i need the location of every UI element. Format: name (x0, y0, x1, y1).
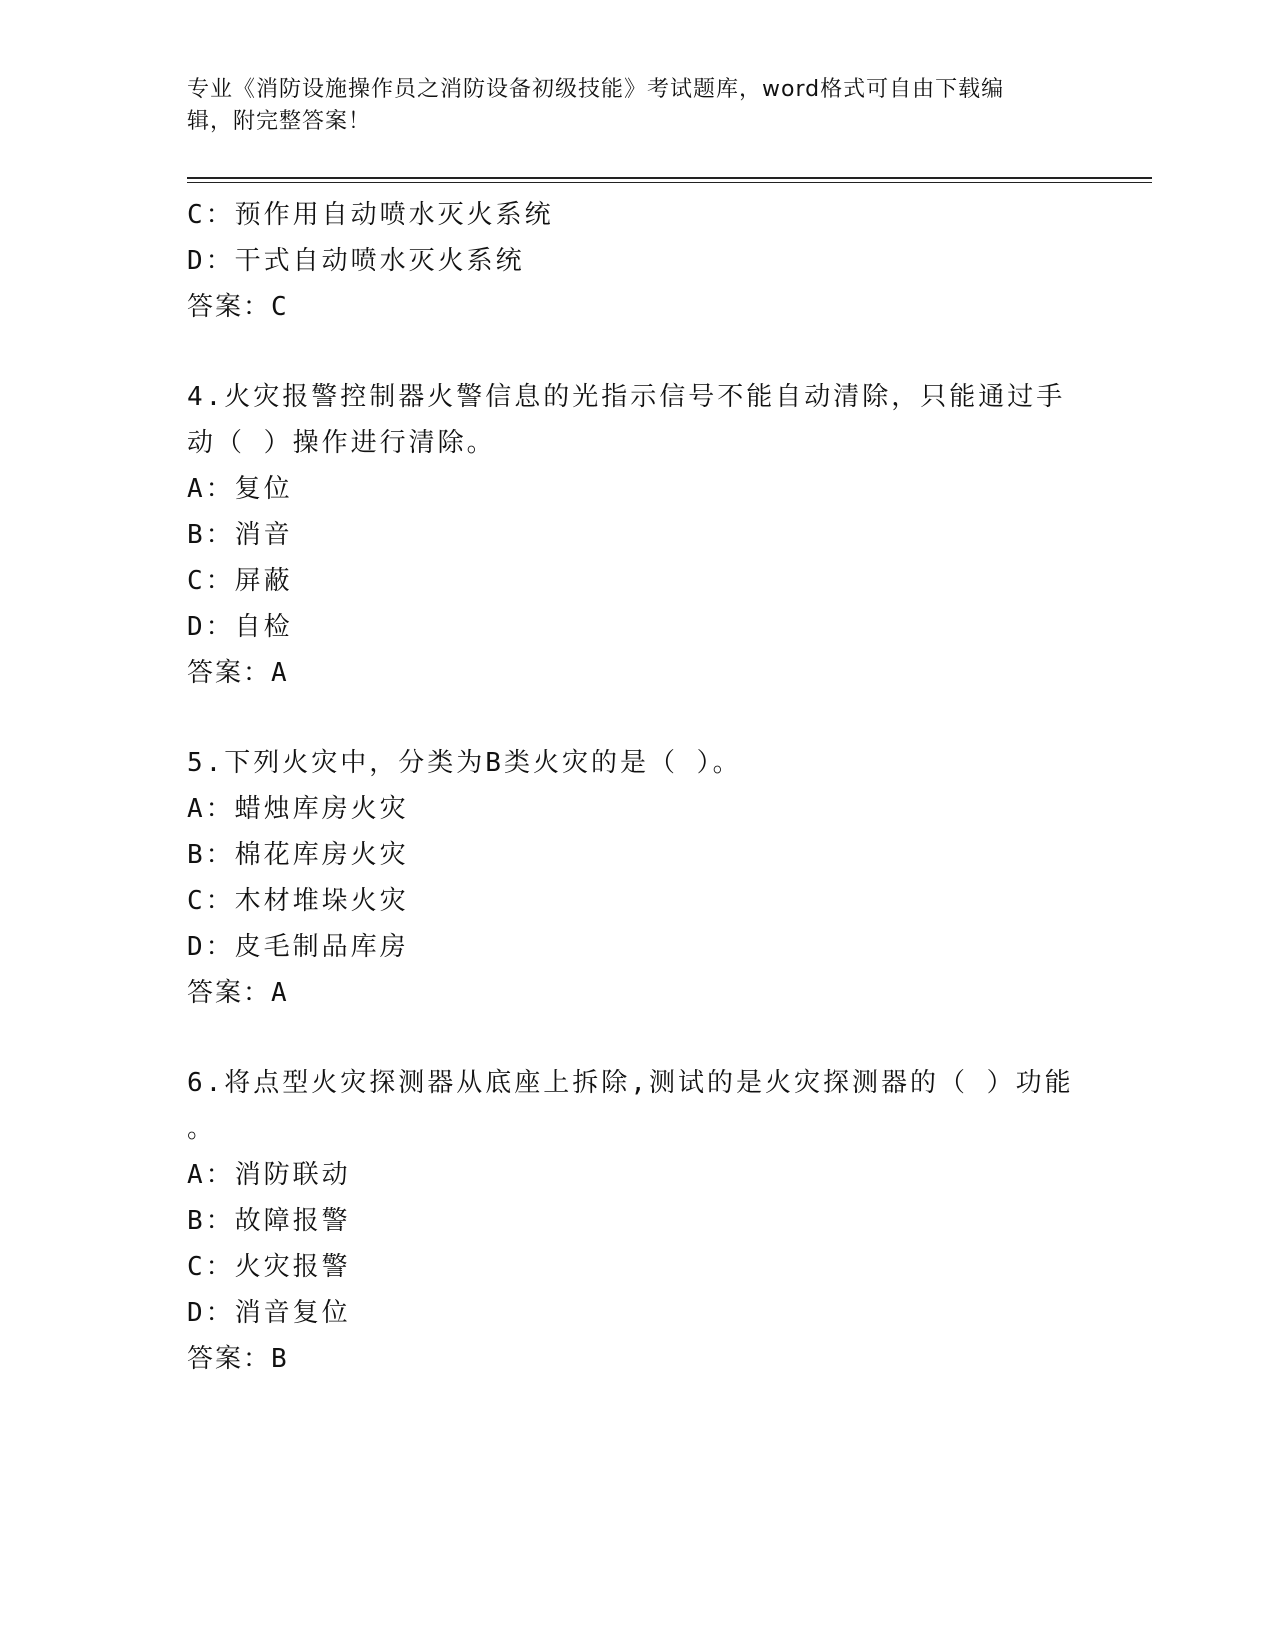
option-a: A：消防联动 (187, 1160, 351, 1190)
option-d: D：皮毛制品库房 (187, 932, 409, 962)
question-block-3 (187, 192, 1087, 330)
header-divider-thick (187, 177, 1152, 179)
question-spacer (187, 696, 1087, 740)
option-d: D：干式自动喷水灭火系统 (187, 246, 525, 276)
option-d: D：自检 (187, 612, 293, 642)
header-line-1: 专业《消防设施操作员之消防设备初级技能》考试题库，word格式可自由下载编 (187, 77, 1005, 102)
option-a: A：蜡烛库房火灾 (187, 794, 409, 824)
answer-value: A (271, 978, 289, 1008)
option-c: C：火灾报警 (187, 1252, 351, 1282)
question-block-6 (187, 1060, 1087, 1382)
question-text-line-2: 动（ ）操作进行清除。 (187, 428, 496, 458)
answer-line (187, 970, 1087, 1016)
question-spacer (187, 1016, 1087, 1060)
answer-line (187, 1336, 1087, 1382)
option-c: C：预作用自动喷水灭火系统 (187, 200, 554, 230)
question-text-line-2: 。 (187, 1114, 217, 1144)
option-c: C：屏蔽 (187, 566, 293, 596)
answer-value: A (271, 658, 289, 688)
header-divider-thin (187, 182, 1152, 183)
answer-line (187, 284, 1087, 330)
question-content (187, 192, 1087, 1382)
question-text-line-1: 5.下列火灾中，分类为B类火灾的是（ ）。 (187, 748, 742, 778)
answer-value: C (271, 292, 289, 322)
question-spacer (187, 330, 1087, 374)
option-d: D：消音复位 (187, 1298, 351, 1328)
answer-label: 答案： (187, 658, 272, 688)
answer-label: 答案： (187, 1344, 272, 1374)
option-c: C：木材堆垛火灾 (187, 886, 409, 916)
document-header (187, 74, 1087, 138)
question-text-line-1: 4.火灾报警控制器火警信息的光指示信号不能自动清除，只能通过手 (187, 382, 1066, 412)
question-block-5 (187, 740, 1087, 1016)
answer-label: 答案： (187, 292, 272, 322)
option-a: A：复位 (187, 474, 293, 504)
option-b: B：消音 (187, 520, 293, 550)
answer-line (187, 650, 1087, 696)
question-block-4 (187, 374, 1087, 696)
question-text-line-1: 6.将点型火灾探测器从底座上拆除,测试的是火灾探测器的（ ）功能 (187, 1068, 1074, 1098)
option-b: B：故障报警 (187, 1206, 351, 1236)
answer-label: 答案： (187, 978, 272, 1008)
option-b: B：棉花库房火灾 (187, 840, 409, 870)
answer-value: B (271, 1344, 289, 1374)
header-line-2: 辑，附完整答案！ (187, 109, 372, 134)
